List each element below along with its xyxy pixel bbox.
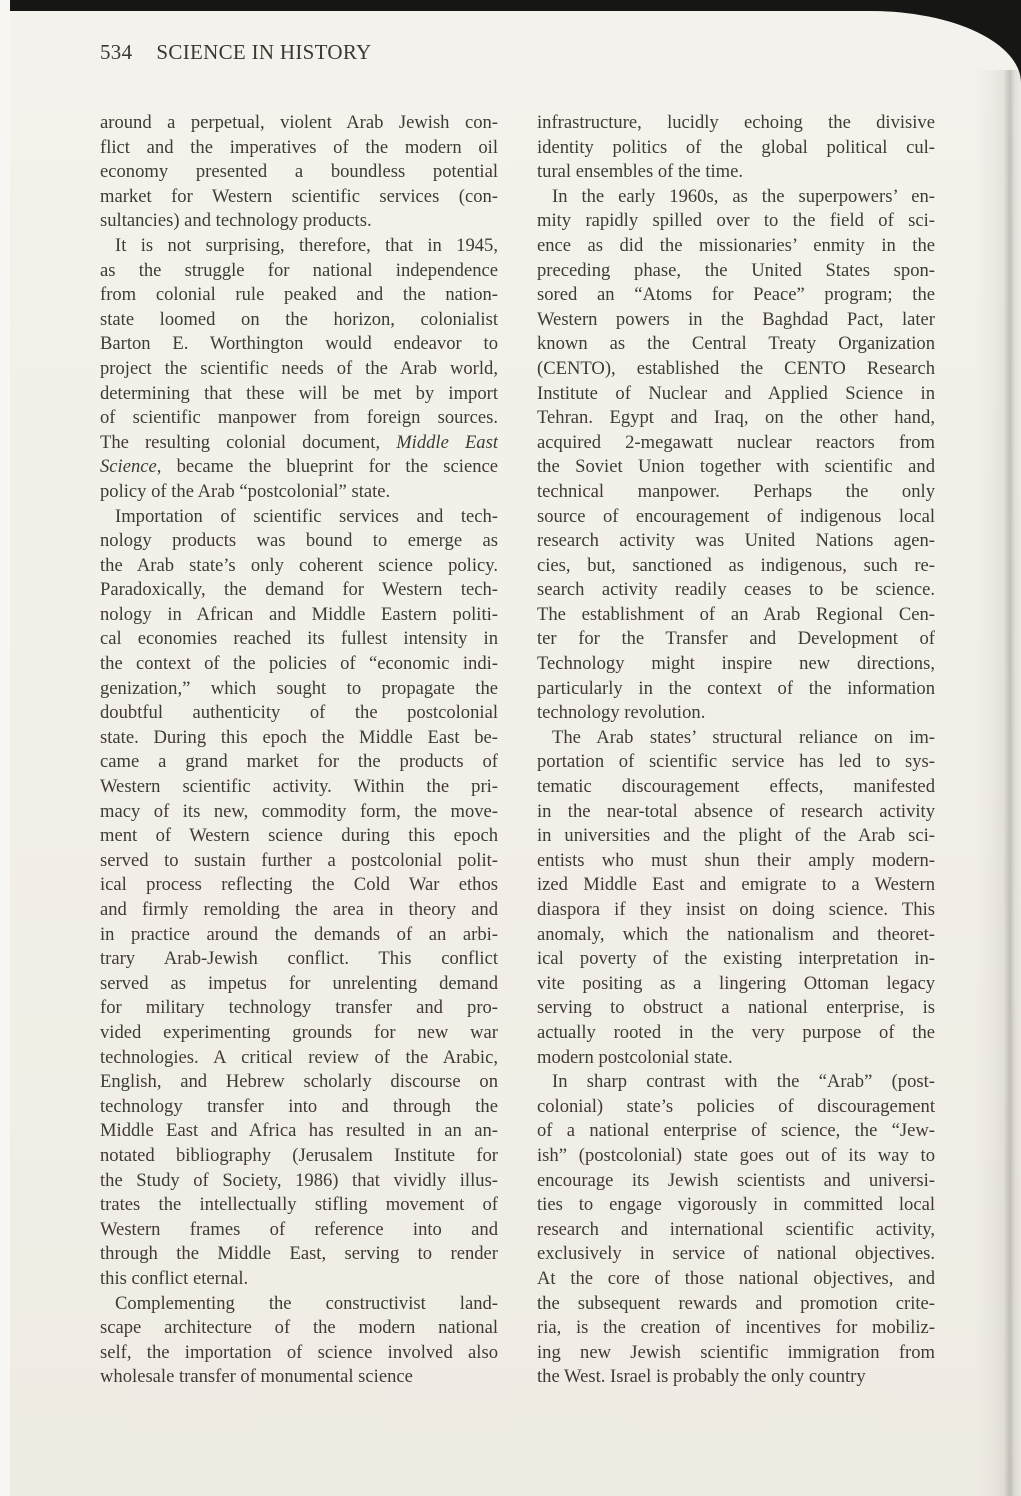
text-line: trates the intellectually stifling movement of — [100, 1194, 498, 1216]
text-line: technology revolution. — [537, 702, 706, 724]
text-line: Complementing the constructivist land- — [115, 1292, 498, 1314]
text-line: the Study of Society, 1986) that vividly illus- — [100, 1169, 498, 1191]
text-line: Western frames of reference into and — [100, 1218, 498, 1240]
text-line: in universities and the plight of the Arab sci- — [537, 825, 935, 847]
column-right — [537, 111, 935, 1390]
text-line: around a perpetual, violent Arab Jewish con- — [100, 112, 498, 133]
text-line: It is not surprising, therefore, that in 1945, — [115, 234, 498, 256]
text-line: technical manpower. Perhaps the only — [537, 480, 935, 502]
text-line: infrastructure, lucidly echoing the divisive — [537, 112, 935, 133]
text-line: tematic discouragement effects, manifested — [537, 776, 935, 798]
text-line: served as impetus for unrelenting demand — [100, 972, 498, 994]
text-line: source of encouragement of indigenous local — [537, 505, 935, 527]
page-number: 534 — [100, 40, 133, 64]
text-line: the context of the policies of “economic indi- — [100, 653, 498, 675]
text-line: tural ensembles of the time. — [537, 161, 744, 183]
text-line: ized Middle East and emigrate to a Western — [537, 874, 935, 896]
running-header — [100, 40, 371, 65]
text-line: search activity readily ceases to be science. — [537, 579, 935, 601]
text-line: ties to engage vigorously in committed local — [537, 1194, 935, 1216]
text-line: ical poverty of the existing interpretation in- — [537, 948, 935, 970]
text-line: sored an “Atoms for Peace” program; the — [537, 284, 935, 306]
text-line: Importation of scientific services and tech- — [115, 505, 498, 527]
text-line: encourage its Jewish scientists and universi- — [537, 1169, 935, 1191]
text-line: sultancies) and technology products. — [100, 210, 372, 232]
italic-text: Science — [100, 456, 157, 478]
text-line: exclusively in service of national objectives. — [537, 1243, 935, 1265]
text-line: served to sustain further a postcolonial polit- — [100, 849, 498, 871]
text-line: The establishment of an Arab Regional Cen- — [537, 603, 935, 625]
text-line: market for Western scientific services (con- — [100, 185, 498, 207]
text-line: ment of Western science during this epoch — [100, 825, 498, 847]
text-line: technologies. A critical review of the Arabic, — [100, 1046, 498, 1068]
text-line: notated bibliography (Jerusalem Institute for — [100, 1144, 498, 1166]
text-line: economy presented a boundless potential — [100, 161, 498, 183]
text-line: Tehran. Egypt and Iraq, on the other hand, — [537, 407, 935, 429]
text-line: vided experimenting grounds for new war — [100, 1021, 498, 1043]
text-line: came a grand market for the products of — [100, 751, 498, 773]
text-line: In the early 1960s, as the superpowers’ en- — [552, 185, 935, 207]
text-line: Paradoxically, the demand for Western tech- — [100, 579, 498, 601]
text-line: genization,” which sought to propagate the — [100, 677, 498, 699]
text-line: In sharp contrast with the “Arab” (post- — [552, 1071, 935, 1093]
text-line: Technology might inspire new directions, — [537, 653, 935, 675]
text-line: state. During this epoch the Middle East be- — [100, 726, 498, 748]
text-line: particularly in the context of the information — [537, 677, 935, 699]
text-line: trary Arab-Jewish conflict. This conflict — [100, 948, 498, 970]
text-line: as the struggle for national independence — [100, 259, 498, 281]
text-line: research and international scientific activity, — [537, 1218, 935, 1240]
text-line: from colonial rule peaked and the nation- — [100, 284, 498, 306]
text-line: wholesale transfer of monumental science — [100, 1366, 413, 1388]
text-line: ter for the Transfer and Development of — [537, 628, 935, 650]
text-line: ing new Jewish scientific immigration from — [537, 1341, 935, 1363]
text-line: in the near-total absence of research activity — [537, 800, 935, 822]
text-line: the subsequent rewards and promotion crite- — [537, 1292, 935, 1314]
text-line: project the scientific needs of the Arab world, — [100, 357, 498, 379]
text-line: (CENTO), established the CENTO Research — [537, 357, 935, 379]
text-line: known as the Central Treaty Organization — [537, 333, 935, 355]
text-line: policy of the Arab “postcolonial” state. — [100, 480, 391, 502]
page-left-edge — [0, 0, 10, 1496]
text-line: ria, is the creation of incentives for mobiliz- — [537, 1317, 935, 1339]
text-line: of a national enterprise of science, the “Jew- — [537, 1120, 935, 1142]
text-line — [100, 455, 498, 480]
text-line: cal economies reached its fullest intensity in — [100, 628, 498, 650]
text-line: vite positing as a lingering Ottoman legacy — [537, 972, 935, 994]
text-line: technology transfer into and through the — [100, 1095, 498, 1117]
text-line: and firmly remolding the area in theory and — [100, 899, 498, 920]
text-line: cies, but, sanctioned as indigenous, such re- — [537, 554, 935, 576]
text-line: the West. Israel is probably the only country — [537, 1366, 866, 1388]
text-line: preceding phase, the United States spon- — [537, 259, 935, 281]
text-line: Institute of Nuclear and Applied Science in — [537, 382, 935, 404]
text-line: determining that these will be met by import — [100, 382, 498, 404]
text-line: nology in African and Middle Eastern politi- — [100, 603, 498, 625]
text-line: acquired 2-megawatt nuclear reactors from — [537, 431, 935, 453]
italic-text: Middle East — [396, 431, 498, 453]
text-line: actually rooted in the very purpose of the — [537, 1021, 935, 1043]
text-line: research activity was United Nations agen- — [537, 530, 935, 552]
text-line: portation of scientific service has led to sys- — [537, 751, 935, 773]
text-line: nology products was bound to emerge as — [100, 530, 498, 552]
text-line: Western powers in the Baghdad Pact, later — [537, 308, 935, 330]
text-columns — [100, 111, 935, 1390]
text-line: of scientific manpower from foreign sources. — [100, 407, 498, 429]
text-line: self, the importation of science involved also — [100, 1341, 498, 1363]
text-line: ical process reflecting the Cold War ethos — [100, 874, 498, 896]
text-line: this conflict eternal. — [100, 1267, 249, 1289]
column-left — [100, 111, 498, 1390]
running-head-title: SCIENCE IN HISTORY — [156, 40, 372, 64]
text-line: doubtful authenticity of the postcolonial — [100, 702, 498, 724]
text-line: in practice around the demands of an arbi- — [100, 923, 498, 945]
text-line: Barton E. Worthington would endeavor to — [100, 333, 498, 355]
text-line: serving to obstruct a national enterprise, is — [537, 997, 935, 1019]
text-line: state loomed on the horizon, colonialist — [100, 308, 498, 330]
text-line: Middle East and Africa has resulted in an an- — [100, 1120, 498, 1142]
text-segment: The resulting colonial document, — [100, 431, 397, 453]
text-line: mity rapidly spilled over to the field of sci- — [537, 210, 935, 232]
text-line: macy of its new, commodity form, the move- — [100, 800, 498, 822]
text-line: for military technology transfer and pro- — [100, 997, 498, 1019]
text-line: identity politics of the global political cul- — [537, 136, 935, 158]
text-line — [100, 431, 498, 456]
text-line: the Arab state’s only coherent science policy. — [100, 554, 498, 576]
text-line: English, and Hebrew scholarly discourse on — [100, 1071, 498, 1093]
text-line: scape architecture of the modern national — [100, 1317, 498, 1339]
text-line: modern postcolonial state. — [537, 1046, 733, 1068]
text-line: through the Middle East, serving to render — [100, 1243, 498, 1265]
text-line: ish” (postcolonial) state goes out of its way to — [537, 1144, 935, 1166]
text-line: Western scientific activity. Within the pri- — [100, 776, 498, 798]
text-line: entists who must shun their amply modern- — [537, 849, 935, 871]
page-right-edge-shading — [975, 70, 1021, 1496]
text-line: flict and the imperatives of the modern oil — [100, 136, 498, 158]
text-line: colonial) state’s policies of discouragement — [537, 1095, 935, 1117]
text-line: The Arab states’ structural reliance on im- — [552, 726, 935, 748]
text-line: ence as did the missionaries’ enmity in the — [537, 234, 935, 256]
text-line: the Soviet Union together with scientific and — [537, 456, 935, 478]
text-line: diaspora if they insist on doing science. This — [537, 899, 935, 920]
text-line: At the core of those national objectives, and — [537, 1267, 935, 1289]
text-line: anomaly, which the nationalism and theoret- — [537, 923, 935, 945]
text-segment: , became the blueprint for the science — [156, 456, 498, 478]
